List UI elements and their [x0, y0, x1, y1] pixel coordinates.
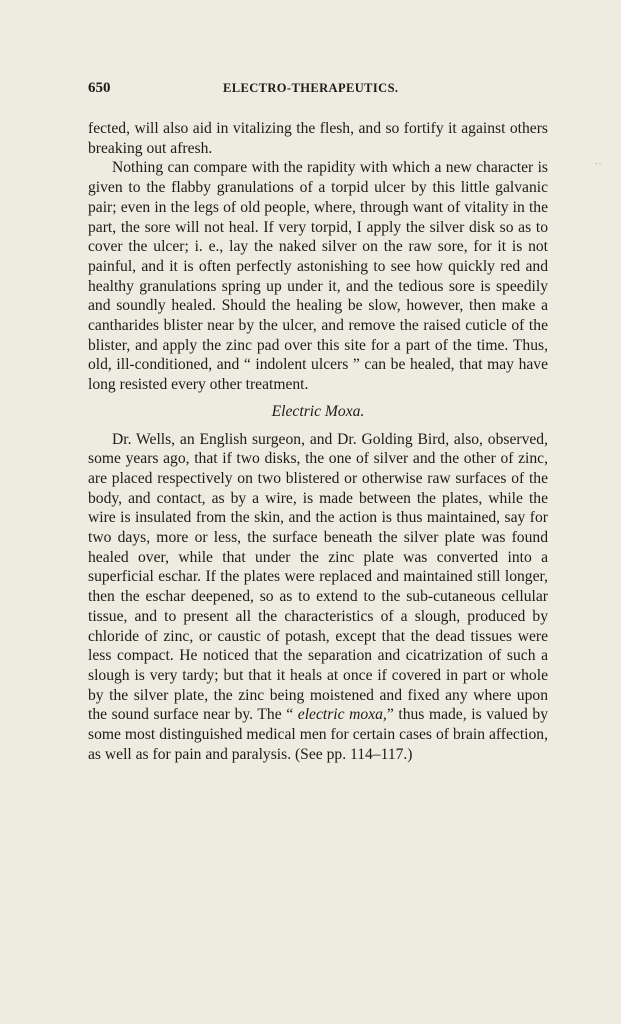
paragraph-continuation: fected, will also aid in vitalizing the flesh, and so fortify it against others breaking out afresh.	[88, 120, 548, 157]
margin-mark: . .	[595, 157, 601, 166]
page-header	[88, 80, 548, 102]
page-body	[88, 119, 548, 765]
section-heading: Electric Moxa.	[271, 402, 365, 420]
running-head: ELECTRO-THERAPEUTICS.	[223, 81, 399, 95]
moxa-text-before: Dr. Wells, an English surgeon, and Dr. Golding Bird, also, observed, some years ago, that if two disks, the one of silver and the other of zinc, are placed respectively on two blistered or otherwise raw surfaces of the body, and contact, as by a wire, is made between the plates, while the wire is insulated from the skin, and the action is thus maintained, say for two days, more or less, the surface beneath the silver plate was found healed over, while that under the zinc plate was converted into a superficial eschar. If the plates were replaced and maintained still longer, then the eschar deepened, so as to extend to the sub-cutaneous cellular tissue, and to present all the characteristics of a slough, produced by chloride of zinc, or caustic of potash, except that the dead tissues were less compact. He noticed that the separation and cicatrization of such a slough is very tardy; but that it heals at once if covered in part or whole by the silver plate, the zinc being moistened and fixed any where upon the sound surface near by. The “	[88, 430, 548, 724]
paragraph-galvanic-pair: Nothing can compare with the rapidity with which a new character is given to the flabby granulations of a torpid ulcer by this little galvanic pair; even in the legs of old people, where, through want of vitality in the part, the sore will not heal. If very torpid, I apply the silver disk so as to cover the ulcer; i. e., lay the naked silver on the raw sore, for it is not painful, and it is often perfectly astonishing to see how quickly red and healthy granulations spring up under it, and the tedious sore is speedily and soundly healed. Should the healing be slow, however, then make a cantharides blister near by the ulcer, and remove the raised cuticle of the blister, and apply the zinc pad over this site for a part of the time. Thus, old, ill-conditioned, and “ indolent ulcers ” can be healed, that may have long resisted every other treatment.	[88, 159, 548, 394]
moxa-text-after: ” thus made, is valued by some most distinguished medical men for certain cases of brain affection, as well as for pain and paralysis. (See pp. 114–117.)	[88, 706, 549, 763]
moxa-term: electric moxa,	[297, 706, 387, 724]
page-number: 650	[88, 80, 111, 96]
paragraph-electric-moxa	[88, 430, 548, 765]
